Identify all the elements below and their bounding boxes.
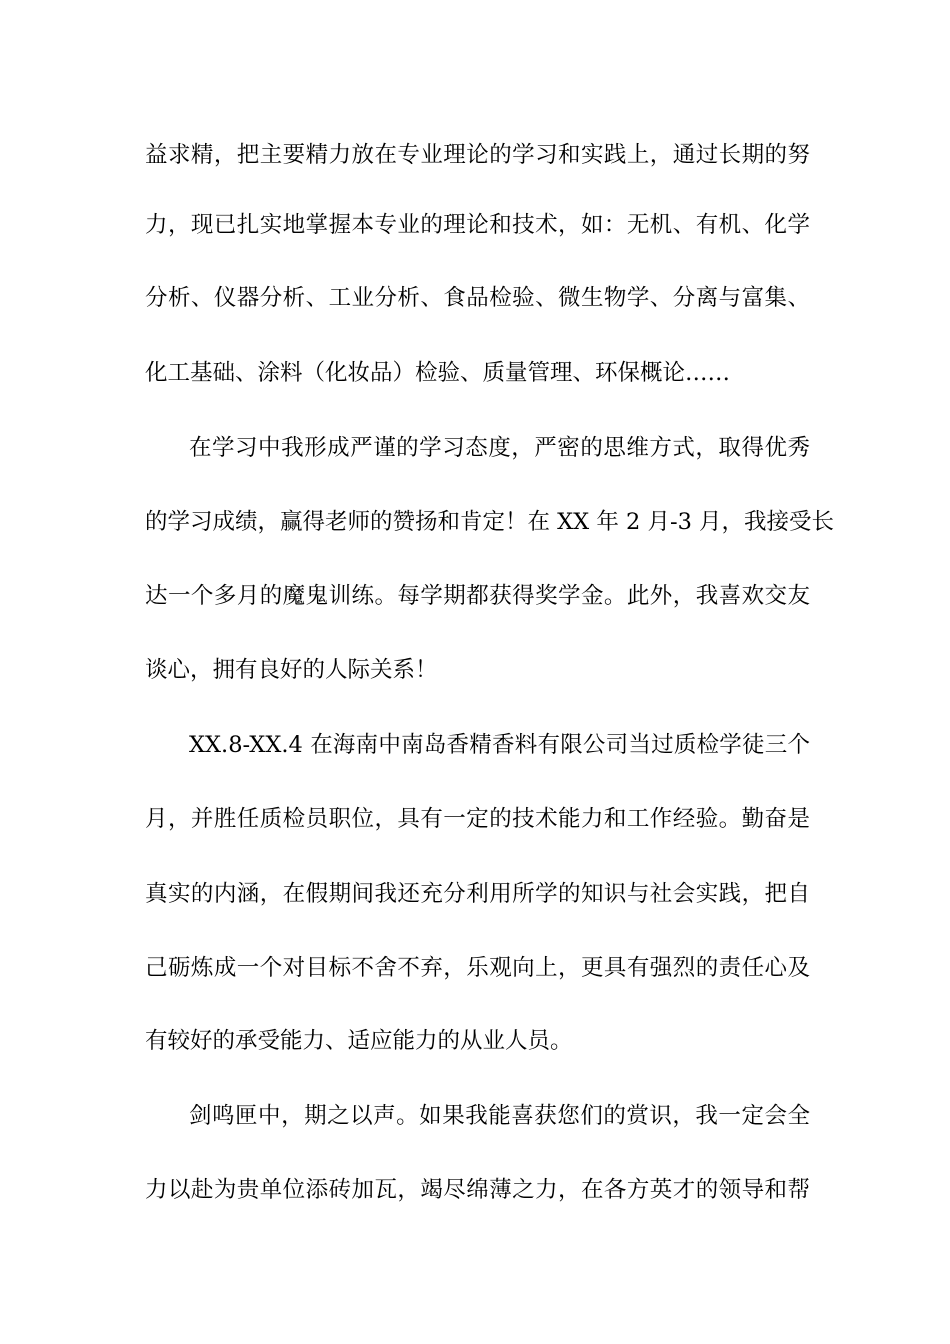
text-line: 力，现已扎实地掌握本专业的理论和技术，如：无机、有机、化学 — [145, 212, 810, 238]
text-line: 己砺炼成一个对目标不舍不弃，乐观向上，更具有强烈的责任心及 — [145, 955, 810, 981]
text-line: 月，并胜任质检员职位，具有一定的技术能力和工作经验。勤奋是 — [145, 806, 810, 832]
paragraph-first-line: 剑鸣匣中，期之以声。如果我能喜获您们的赏识，我一定会全 — [189, 1103, 810, 1129]
text-line: 分析、仪器分析、工业分析、食品检验、微生物学、分离与富集、 — [145, 285, 810, 311]
paragraph-first-line: XX.8-XX.4 在海南中南岛香精香料有限公司当过质检学徒三个 — [189, 732, 810, 758]
text-line: 化工基础、涂料（化妆品）检验、质量管理、环保概论…… — [145, 360, 731, 386]
text-line: 谈心，拥有良好的人际关系！ — [145, 657, 438, 683]
text-line: 达一个多月的魔鬼训练。每学期都获得奖学金。此外，我喜欢交友 — [145, 583, 810, 609]
paragraph-first-line: 在学习中我形成严谨的学习态度，严密的思维方式，取得优秀 — [189, 435, 810, 461]
text-line: 有较好的承受能力、适应能力的从业人员。 — [145, 1028, 573, 1054]
text-line: 真实的内涵，在假期间我还充分利用所学的知识与社会实践，把自 — [145, 881, 810, 907]
text-line: 益求精，把主要精力放在专业理论的学习和实践上，通过长期的努 — [145, 142, 810, 168]
text-line: 力以赴为贵单位添砖加瓦，竭尽绵薄之力，在各方英才的领导和帮 — [145, 1177, 810, 1203]
text-line: 的学习成绩，赢得老师的赞扬和肯定！在 XX 年 2 月-3 月，我接受长 — [145, 509, 835, 535]
